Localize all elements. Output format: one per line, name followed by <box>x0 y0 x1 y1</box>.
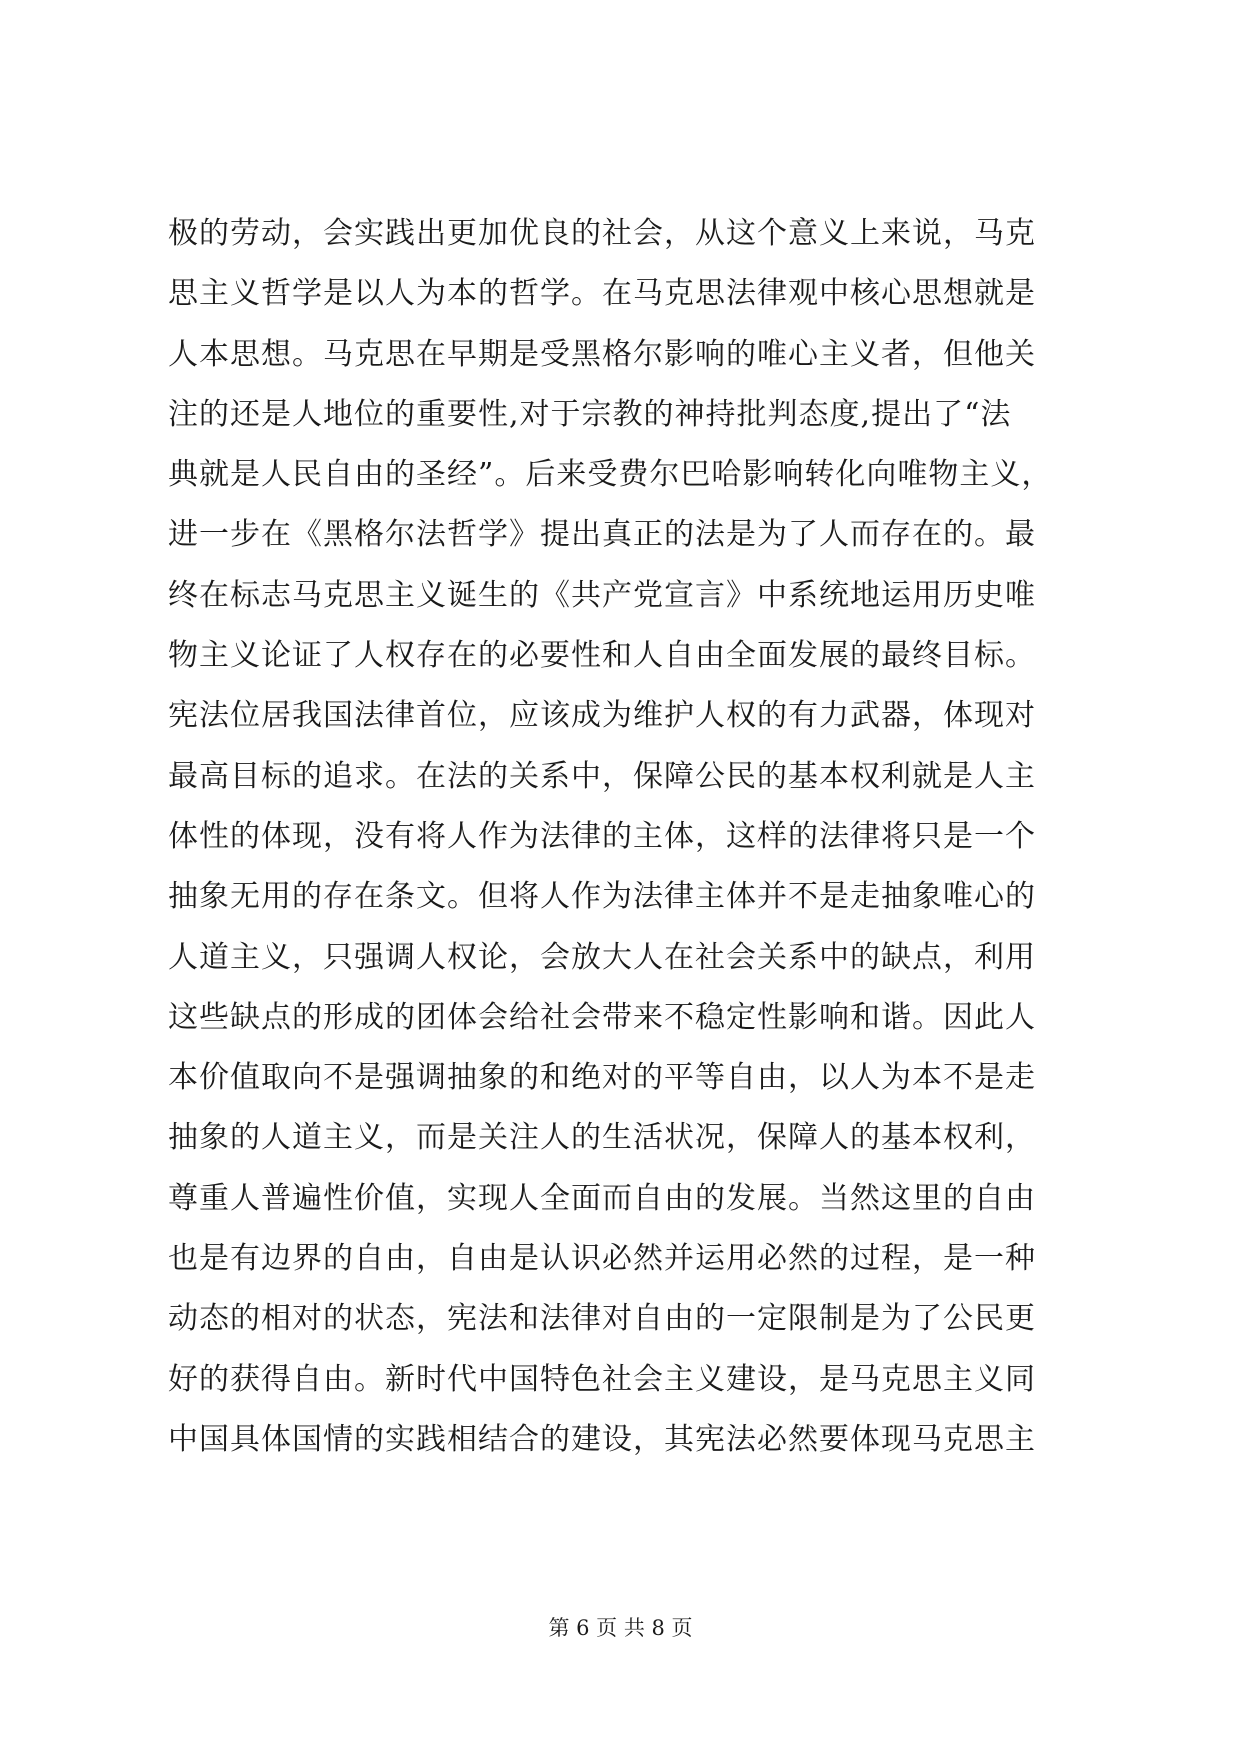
text-line: 终在标志马克思主义诞生的《共产党宣言》中系统地运用历史唯 <box>168 577 1036 613</box>
body-text <box>168 204 1088 1470</box>
text-line: 典就是人民自由的圣经”。后来受费尔巴哈影响转化向唯物主义， <box>168 457 1053 493</box>
text-line: 这些缺点的形成的团体会给社会带来不稳定性影响和谐。因此人 <box>168 999 1036 1035</box>
text-line: 尊重人普遍性价值，实现人全面而自由的发展。当然这里的自由 <box>168 1180 1036 1216</box>
text-line: 本价值取向不是强调抽象的和绝对的平等自由，以人为本不是走 <box>168 1060 1036 1096</box>
text-line: 抽象无用的存在条文。但将人作为法律主体并不是走抽象唯心的 <box>168 879 1036 915</box>
text-line: 好的获得自由。新时代中国特色社会主义建设，是马克思主义同 <box>168 1361 1036 1397</box>
text-line: 注的还是人地位的重要性,对于宗教的神持批判态度,提出了“法 <box>168 396 1012 432</box>
text-line: 抽象的人道主义，而是关注人的生活状况，保障人的基本权利， <box>168 1120 1036 1156</box>
text-line: 人道主义，只强调人权论，会放大人在社会关系中的缺点，利用 <box>168 939 1036 975</box>
text-line: 也是有边界的自由，自由是认识必然并运用必然的过程，是一种 <box>168 1241 1036 1277</box>
page-number-label: 第 6 页 共 8 页 <box>548 1616 693 1640</box>
text-line: 宪法位居我国法律首位，应该成为维护人权的有力武器，体现对 <box>168 698 1036 734</box>
text-line: 物主义论证了人权存在的必要性和人自由全面发展的最终目标。 <box>168 638 1036 674</box>
text-line: 人本思想。马克思在早期是受黑格尔影响的唯心主义者，但他关 <box>168 336 1036 372</box>
page-footer <box>0 1613 1241 1643</box>
text-line: 思主义哲学是以人为本的哲学。在马克思法律观中核心思想就是 <box>168 276 1036 312</box>
text-line: 中国具体国情的实践相结合的建设，其宪法必然要体现马克思主 <box>168 1421 1036 1457</box>
text-line: 极的劳动，会实践出更加优良的社会，从这个意义上来说，马克 <box>168 216 1036 251</box>
text-line: 体性的体现，没有将人作为法律的主体，这样的法律将只是一个 <box>168 818 1036 854</box>
text-line: 进一步在《黑格尔法哲学》提出真正的法是为了人而存在的。最 <box>168 517 1036 553</box>
text-line: 动态的相对的状态，宪法和法律对自由的一定限制是为了公民更 <box>168 1301 1036 1337</box>
text-line: 最高目标的追求。在法的关系中，保障公民的基本权利就是人主 <box>168 758 1036 794</box>
